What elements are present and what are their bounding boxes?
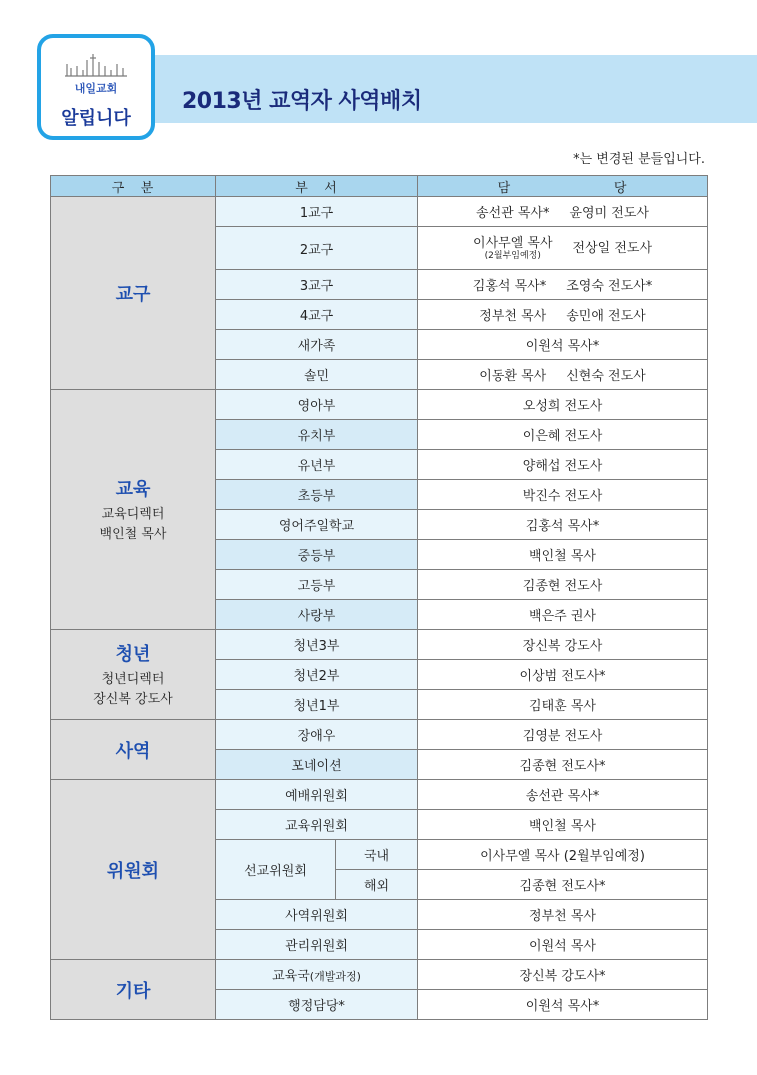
category-cell bbox=[51, 780, 216, 960]
department-cell bbox=[216, 990, 418, 1020]
staff-cell bbox=[418, 360, 708, 390]
staff-cell bbox=[418, 570, 708, 600]
department-name: 교육국 bbox=[272, 969, 310, 984]
header-department: 부 서 bbox=[216, 176, 418, 197]
table-row bbox=[51, 780, 708, 810]
department-name: 포네이션 bbox=[291, 759, 342, 774]
department-cell bbox=[216, 420, 418, 450]
staff-cell bbox=[418, 900, 708, 930]
staff-cell bbox=[418, 840, 708, 870]
staff-cell bbox=[418, 960, 708, 990]
department-name: 유치부 bbox=[297, 429, 336, 444]
department-cell bbox=[216, 690, 418, 720]
staff-cell bbox=[418, 780, 708, 810]
staff-cell bbox=[418, 990, 708, 1020]
staff-name: 김홍석 목사* bbox=[525, 519, 600, 534]
staff-name: 이은혜 전도사 bbox=[522, 429, 603, 444]
staff-name: 신현숙 전도사 bbox=[566, 369, 646, 384]
department-name: 솔민 bbox=[303, 369, 330, 384]
department-name: 영어주일학교 bbox=[278, 519, 355, 534]
department-name: 사역위원회 bbox=[285, 909, 348, 924]
department-name: 4교구 bbox=[299, 309, 334, 324]
department-cell bbox=[216, 810, 418, 840]
table-row bbox=[51, 720, 708, 750]
staff-cell bbox=[418, 720, 708, 750]
staff-name: 송선관 목사* bbox=[525, 789, 600, 804]
sub-department-cell: 국내 bbox=[336, 840, 418, 870]
department-name: 3교구 bbox=[299, 279, 334, 294]
staff-name: 장신복 강도사 bbox=[522, 639, 603, 654]
department-cell bbox=[216, 600, 418, 630]
staff-cell bbox=[418, 300, 708, 330]
church-logo bbox=[37, 34, 155, 140]
staff-name: 오성희 전도사 bbox=[522, 399, 603, 414]
department-cell bbox=[216, 330, 418, 360]
department-cell bbox=[216, 227, 418, 270]
staff-cell bbox=[418, 450, 708, 480]
header-staff: 담 당 bbox=[418, 176, 708, 197]
staff-name: 이원석 목사* bbox=[525, 999, 600, 1014]
sub-department-cell: 해외 bbox=[336, 870, 418, 900]
category-cell bbox=[51, 197, 216, 390]
department-cell bbox=[216, 900, 418, 930]
department-name: 유년부 bbox=[297, 459, 336, 474]
page-title: 2013년 교역자 사역배치 bbox=[182, 89, 422, 114]
table-header-row bbox=[51, 176, 708, 197]
staff-name: 김영분 전도사 bbox=[522, 729, 603, 744]
staff-name: 정부천 목사 bbox=[479, 309, 547, 324]
department-cell bbox=[216, 960, 418, 990]
department-cell bbox=[216, 450, 418, 480]
staff-cell bbox=[418, 390, 708, 420]
department-cell bbox=[216, 510, 418, 540]
table-row bbox=[51, 630, 708, 660]
department-name: 초등부 bbox=[297, 489, 336, 504]
church-name: 내일교회 bbox=[74, 82, 118, 95]
department-name: 2교구 bbox=[299, 242, 334, 258]
department-cell bbox=[216, 750, 418, 780]
staff-name: 백인철 목사 bbox=[529, 549, 596, 564]
staff-cell bbox=[418, 420, 708, 450]
staff-name: 정부천 목사 bbox=[529, 909, 596, 924]
notice-label: 알립니다 bbox=[61, 108, 131, 129]
staff-note: (2월부임예정) bbox=[484, 250, 541, 261]
staff-cell bbox=[418, 690, 708, 720]
staff-name: 김홍석 목사* bbox=[472, 279, 547, 294]
department-cell bbox=[216, 930, 418, 960]
staff-name: 송선관 목사* bbox=[476, 206, 550, 221]
table-row bbox=[51, 390, 708, 420]
department-name: 장애우 bbox=[297, 729, 336, 744]
category-name: 사역 bbox=[115, 740, 151, 762]
department-name: 예배위원회 bbox=[285, 789, 348, 804]
department-name: 행정담당* bbox=[288, 999, 345, 1014]
department-cell bbox=[216, 300, 418, 330]
staff-cell bbox=[418, 600, 708, 630]
staff-cell bbox=[418, 870, 708, 900]
department-name: 새가족 bbox=[297, 339, 336, 354]
department-cell bbox=[216, 270, 418, 300]
department-cell bbox=[216, 390, 418, 420]
department-name: 1교구 bbox=[299, 206, 334, 221]
category-name: 위원회 bbox=[106, 860, 160, 882]
staff-name: 장신복 강도사* bbox=[519, 969, 606, 984]
staff-name: 양해섭 전도사 bbox=[522, 459, 603, 474]
department-name: 청년2부 bbox=[293, 669, 340, 684]
category-cell bbox=[51, 960, 216, 1020]
staff-cell bbox=[418, 197, 708, 227]
category-director: 장신복 강도사 bbox=[93, 691, 173, 707]
department-cell bbox=[216, 630, 418, 660]
category-name: 교구 bbox=[115, 284, 151, 305]
staff-name: 이상범 전도사* bbox=[519, 669, 606, 684]
department-cell bbox=[216, 480, 418, 510]
staff-name: 김종현 전도사* bbox=[519, 759, 606, 774]
table-row bbox=[51, 960, 708, 990]
category-director: 청년디렉터 bbox=[101, 671, 165, 687]
staff-name: 이동환 목사 bbox=[479, 369, 547, 384]
department-name: 영아부 bbox=[297, 399, 336, 414]
staff-name: 김종현 전도사* bbox=[519, 879, 606, 894]
table-row bbox=[51, 197, 708, 227]
staff-cell bbox=[418, 810, 708, 840]
staff-cell bbox=[418, 480, 708, 510]
department-cell: 선교위원회 bbox=[216, 840, 336, 900]
staff-cell bbox=[418, 270, 708, 300]
category-name: 교육 bbox=[115, 478, 151, 500]
staff-name: 조영숙 전도사* bbox=[566, 279, 653, 294]
category-director: 백인철 목사 bbox=[99, 526, 167, 542]
change-note: *는 변경된 분들입니다. bbox=[573, 152, 705, 167]
department-cell bbox=[216, 570, 418, 600]
staff-name: 이사무엘 목사 bbox=[473, 235, 553, 251]
staff-name: 백인철 목사 bbox=[529, 819, 596, 834]
department-cell bbox=[216, 780, 418, 810]
department-note: (개발과정) bbox=[309, 970, 361, 983]
staff-assignment-table bbox=[50, 175, 708, 1020]
staff-name: 윤영미 전도사 bbox=[569, 206, 649, 221]
staff-cell bbox=[418, 510, 708, 540]
department-name: 고등부 bbox=[297, 579, 336, 594]
category-director: 교육디렉터 bbox=[101, 506, 165, 522]
staff-name: 박진수 전도사 bbox=[522, 489, 603, 504]
staff-cell bbox=[418, 330, 708, 360]
header-category: 구 분 bbox=[51, 176, 216, 197]
department-cell bbox=[216, 540, 418, 570]
staff-name: 이원석 목사* bbox=[525, 339, 600, 354]
staff-name: 이원석 목사 bbox=[529, 939, 596, 954]
table-body bbox=[51, 197, 708, 1020]
department-name: 교육위원회 bbox=[285, 819, 348, 834]
category-cell bbox=[51, 390, 216, 630]
department-cell bbox=[216, 360, 418, 390]
department-cell bbox=[216, 197, 418, 227]
staff-name: 전상일 전도사 bbox=[572, 240, 652, 256]
staff-name: 김종현 전도사 bbox=[522, 579, 603, 594]
category-name: 기타 bbox=[115, 980, 151, 1002]
staff-name: 송민애 전도사 bbox=[566, 309, 646, 324]
category-cell bbox=[51, 720, 216, 780]
staff-cell bbox=[418, 750, 708, 780]
department-cell bbox=[216, 720, 418, 750]
staff-cell bbox=[418, 540, 708, 570]
department-name: 청년1부 bbox=[293, 699, 340, 714]
department-cell bbox=[216, 660, 418, 690]
staff-cell bbox=[418, 660, 708, 690]
staff-name: 이사무엘 목사 (2월부임예정) bbox=[480, 849, 645, 864]
staff-cell bbox=[418, 227, 708, 270]
staff-name: 백은주 권사 bbox=[529, 609, 596, 624]
church-skyline-icon bbox=[63, 50, 129, 78]
category-name: 청년 bbox=[115, 643, 151, 665]
department-name: 청년3부 bbox=[293, 639, 340, 654]
department-name: 사랑부 bbox=[297, 609, 336, 624]
category-cell bbox=[51, 630, 216, 720]
staff-name: 김태훈 목사 bbox=[529, 699, 596, 714]
staff-cell bbox=[418, 930, 708, 960]
department-name: 중등부 bbox=[297, 549, 336, 564]
staff-cell bbox=[418, 630, 708, 660]
department-name: 관리위원회 bbox=[285, 939, 348, 954]
